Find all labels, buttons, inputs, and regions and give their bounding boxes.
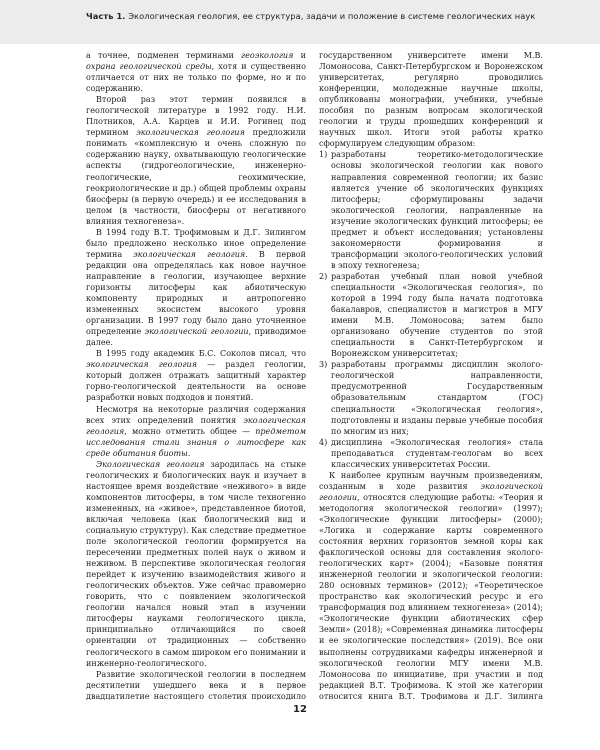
right-column <box>319 50 543 700</box>
left-column <box>86 50 306 700</box>
list-item-number: 2) <box>319 271 328 281</box>
paragraph: К наиболее крупным научным произведениям, созданным в ходе развития экологической геологии, относятся следующие работы: «Теория и методология экологической геологии» (1997); «Экологические функции литосферы» (2000); «Логика и содержание карты современного состояния верхних горизонтов земной коры как факлогической основы для составления эколого-геологических карт» (2004); «Базовые понятия инженерной геологии и экологической геологии: 280 основных терминов» (2012); «Теоретическое пространство как экологический ресурс и его трансформация под влиянием техногенеза» (2014); «Экологические функции абиотических сфер Земли» (2018); «Современная динамика литосферы и ее экологические последствия» (2019). Все они выполнены сотрудниками кафедры инженерной и экологической геологии МГУ имени М.В. Ломоносова по инициативе, при участии и под редакцией В.Т. Трофимова. К этой же категории относится книга В.Т. Трофимова и Д.Г. Зилинга <box>319 470 543 700</box>
results-list <box>319 149 543 469</box>
list-item-number: 3) <box>319 360 328 370</box>
paragraph: Экологическая геология зародилась на стыке геологических и биологических наук и изучает в настоящее время воздействие «неживого» в виде компонентов литосферы, в том числе техногенно измененных, на «живое», представленное биотой, включая человека (как биологический вид и социальную структуру). Как следствие предметное поле экологической геологии формируется на пересечении предметных полей наук о живом и неживом. В перспективе экологическая геология перейдет к изучению взаимодействия живого и геологических объектов. Уже сейчас правомерно говорить, что с появлением экологической геологии начался новый этап в изучении литосферы науками геологического цикла, принципиально отличающийся по своей ориентации от традиционных — собственно геологического в самом широком его понимании и инженерно-геологического. <box>86 459 306 668</box>
list-item-text: разработан учебный план новой учебной специальности «Экологическая геология», по которой в 1994 году была начата подготовка бакалавров, специалистов и магистров в МГУ имени М.В. Ломоносова; затем было организовано обучение студентов по этой специальности в Санкт-Петербургском и Воронежском университетах; <box>331 271 543 359</box>
running-header <box>0 0 600 44</box>
list-item <box>319 359 543 436</box>
list-item <box>319 437 543 470</box>
page-number: 12 <box>293 704 307 715</box>
paragraph: В 1994 году В.Т. Трофимовым и Д.Г. Зилингом было предложено несколько иное определение термина экологическая геология. В первой редакции она определялась как новое научное направление в геологии, изучающее верхние горизонты литосферы как абиотическую компоненту природных и антропогенно измененных экосистем высокого уровня организации. В 1997 году было дано уточненное определение экологической геологии, приводимое далее. <box>86 227 306 348</box>
list-item-number: 1) <box>319 150 328 160</box>
paragraph: В 1995 году академик Б.С. Соколов писал, что экологическая геология — раздел геологии, который должен отражать защитный характер горно-геологической деятельности на основе разработки новых подходов и понятий. <box>86 349 306 403</box>
list-item-text: дисциплина «Экологическая геология» стала преподаваться студентам-геологам во всех классических университетах России. <box>331 437 543 469</box>
list-item-number: 4) <box>319 437 328 447</box>
header-part-label: Часть 1. <box>86 11 126 21</box>
paragraph: а точнее, подменен терминами геоэкология и охрана геологической среды, хотя и существенно отличается от них не только по форме, но и по содержанию. <box>86 51 306 94</box>
list-item <box>319 271 543 359</box>
paragraph: Развитие экологической геологии в последнем десятилетии ушедшего века и в первое двадцатилетие настоящего столетия происходило <box>86 669 306 700</box>
list-item-text: разработаны программы дисциплин эколого-геологической направленности, предусмотренной Государственным образовательным стандартом (ГОС) специальности «Экологическая геология», подготовлены и изданы первые учебные пособия по многим из них; <box>331 360 543 436</box>
header-chapter-title: Экологическая геология, ее структура, задачи и положение в системе геологических наук <box>128 11 536 21</box>
running-header-text <box>86 11 586 21</box>
paragraph: Несмотря на некоторые различия содержания всех этих определений понятия экологическая геология, можно отметить общее — предметом исследования стали знания о литосфере как среде обитания биоты. <box>86 404 306 458</box>
paragraph: Второй раз этот термин появился в геологической литературе в 1992 году. Н.И. Плотников, А.А. Карцев и И.И. Рогинец под термином экологическая геология предложили понимать «комплексную и очень сложную по содержанию науку, охватывающую геологические аспекты (гидрогеологические, инженерно-геологические, геохимические, геокриологические и др.) общей проблемы охраны биосферы (в первую очередь) и ее исследования в целом (в частности, биосферы от негативного влияния техногенеза». <box>86 95 306 226</box>
paragraph: государственном университете имени М.В. Ломоносова, Санкт-Петербургском и Воронежском университетах, регулярно проводились конференции, молодежные научные школы, опубликованы монографии, учебники, учебные пособия по разным вопросам экологической геологии и труды прошедших конференций и научных школ. Итоги этой работы кратко сформулируем следующим образом: <box>319 51 543 149</box>
list-item-text: разработаны теоретико-методологические основы экологической геологии как нового направления современной геологии; их базис является учение об экологических функциях литосферы; сформулированы задачи экологической геологии, направленные на изучение экологических функций литосферы; ее предмет и объект исследования; установлены закономерности формирования и трансформации эколого-геологических условий в эпоху техногенеза; <box>331 150 543 270</box>
list-item <box>319 149 543 271</box>
